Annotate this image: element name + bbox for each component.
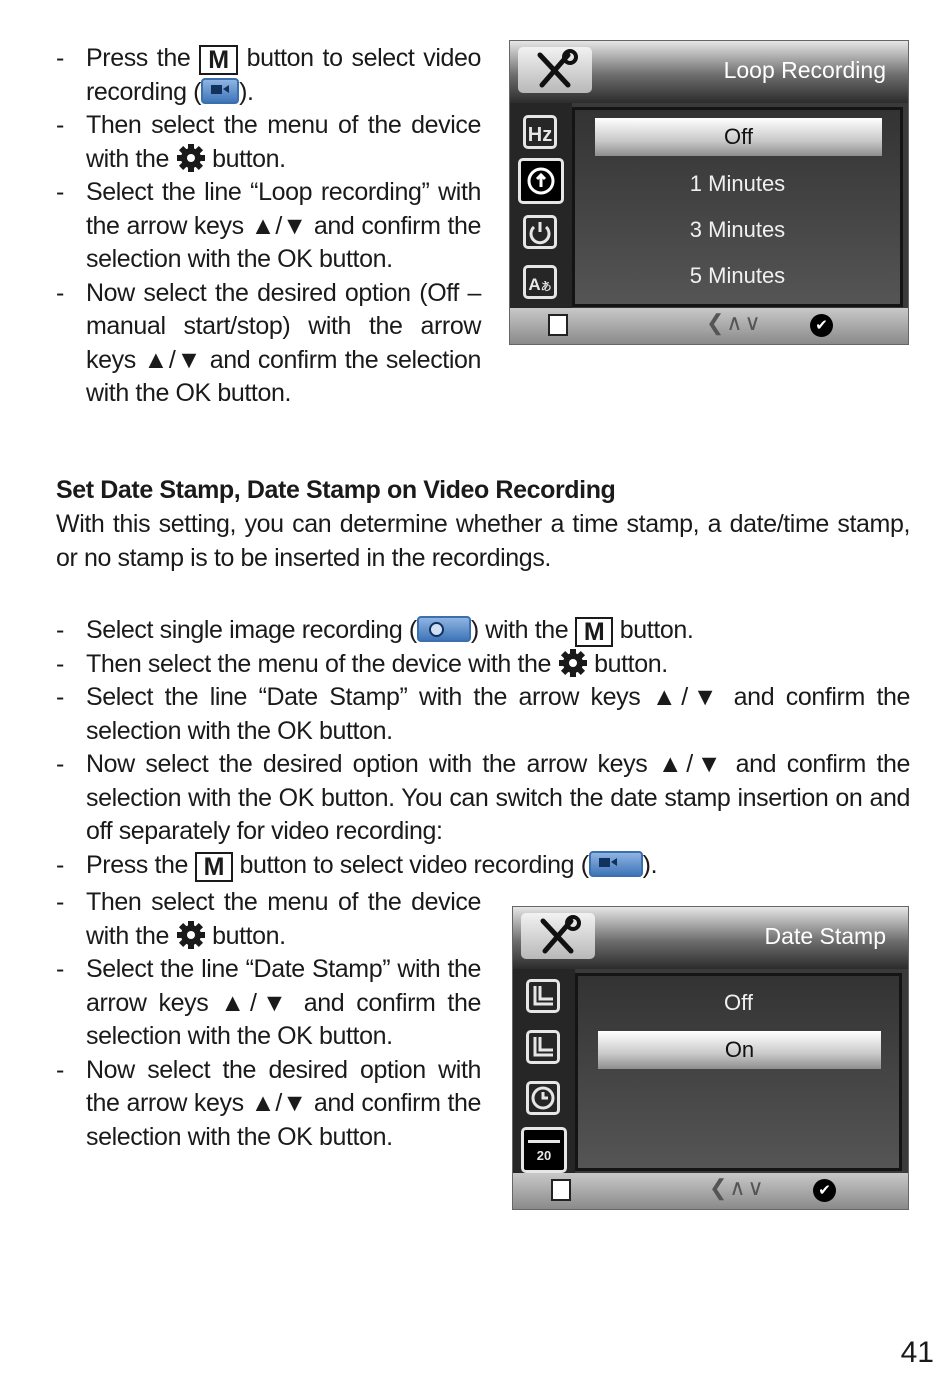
loop-step-3: - Select the line “Loop recording” with the arrow keys ▲/▼ and confirm the selection with the OK button. [56, 178, 481, 273]
loop-steps-list [56, 42, 481, 411]
page-number: 41 [900, 1336, 934, 1369]
screen-footer [513, 1173, 908, 1209]
option-off[interactable]: Off [724, 990, 753, 1015]
options-panel [572, 107, 903, 307]
screen-title: Loop Recording [723, 57, 886, 83]
screen-sidebar [513, 969, 575, 1173]
date-step-8: - Now select the desired option with the arrow keys ▲/▼ and confirm the selection with the OK button. [56, 1055, 481, 1151]
date-steps-list-b [56, 886, 481, 1154]
ok-check-icon: ✔ [810, 314, 833, 337]
hz-icon: Hz [523, 115, 557, 149]
m-key-icon: M [195, 852, 233, 882]
date-step-3: - Select the line “Date Stamp” with the arrow keys ▲/▼ and confirm the selection with the OK button. [56, 683, 910, 745]
m-key-icon: M [199, 45, 237, 75]
date-step-7: - Select the line “Date Stamp” with the arrow keys ▲/▼ and confirm the selection with the OK button. [56, 955, 481, 1050]
screen-footer [510, 308, 908, 344]
screen-header [513, 907, 908, 969]
date-step-1: - Select single image recording ( ) with the M button. [56, 616, 694, 646]
option-off[interactable]: Off [595, 118, 882, 156]
language-icon: Aあ [523, 265, 557, 299]
video-camera-icon [201, 78, 239, 104]
clock-icon [526, 1081, 560, 1115]
gear-icon [176, 920, 206, 950]
navigation-arrows-icon: ❮∧∨ [706, 310, 763, 335]
date-steps-list [56, 614, 910, 882]
loop-step-2: - Then select the menu of the device with the button. [56, 111, 481, 173]
screen-title: Date Stamp [764, 923, 886, 949]
section-heading: Set Date Stamp, Date Stamp on Video Recording [56, 476, 616, 504]
ok-check-icon: ✔ [813, 1179, 836, 1202]
date-step-6: - Then select the menu of the device with the button. [56, 888, 481, 950]
gear-icon [558, 648, 588, 678]
m-key-icon: M [575, 617, 613, 647]
loop-icon [518, 158, 564, 204]
tools-icon [518, 47, 592, 93]
screen-sidebar [510, 103, 572, 308]
loop-recording-screen [509, 40, 909, 345]
option-3-minutes[interactable]: 3 Minutes [689, 217, 786, 242]
date-step-5: - Press the M button to select video recording ( ). [56, 850, 658, 881]
video-resolution-icon [526, 1030, 560, 1064]
gear-icon [176, 143, 206, 173]
loop-step-4: - Now select the desired option (Off – manual start/stop) with the arrow keys ▲/▼ and confirm the selection with the OK button. [56, 278, 481, 407]
resolution-icon [526, 979, 560, 1013]
photo-camera-icon [417, 616, 471, 642]
date-step-2: - Then select the menu of the device with the button. [56, 649, 668, 678]
tools-icon [521, 913, 595, 959]
navigation-arrows-icon: ❮∧∨ [709, 1175, 766, 1200]
date-step-4: - Now select the desired option with the arrow keys ▲/▼ and confirm the selection with the OK button. You can switch the date stamp insertion on and off separately for video recording: [56, 750, 910, 845]
video-camera-icon [589, 851, 643, 877]
power-icon [523, 215, 557, 249]
options-panel [575, 973, 902, 1171]
option-5-minutes[interactable]: 5 Minutes [689, 263, 786, 288]
loop-step-1: - Press the M button to select video recording ( ). [56, 44, 482, 106]
document-icon [548, 314, 568, 336]
option-1-minute[interactable]: 1 Minutes [689, 171, 786, 196]
calendar-icon: 20 [521, 1127, 567, 1173]
document-icon [551, 1179, 571, 1201]
date-stamp-screen [512, 906, 909, 1210]
screen-header [510, 41, 908, 103]
section-intro: With this setting, you can determine whether a time stamp, a date/time stamp, or no stamp is to be inserted in the recordings. [56, 510, 910, 572]
option-on[interactable]: On [598, 1031, 881, 1069]
